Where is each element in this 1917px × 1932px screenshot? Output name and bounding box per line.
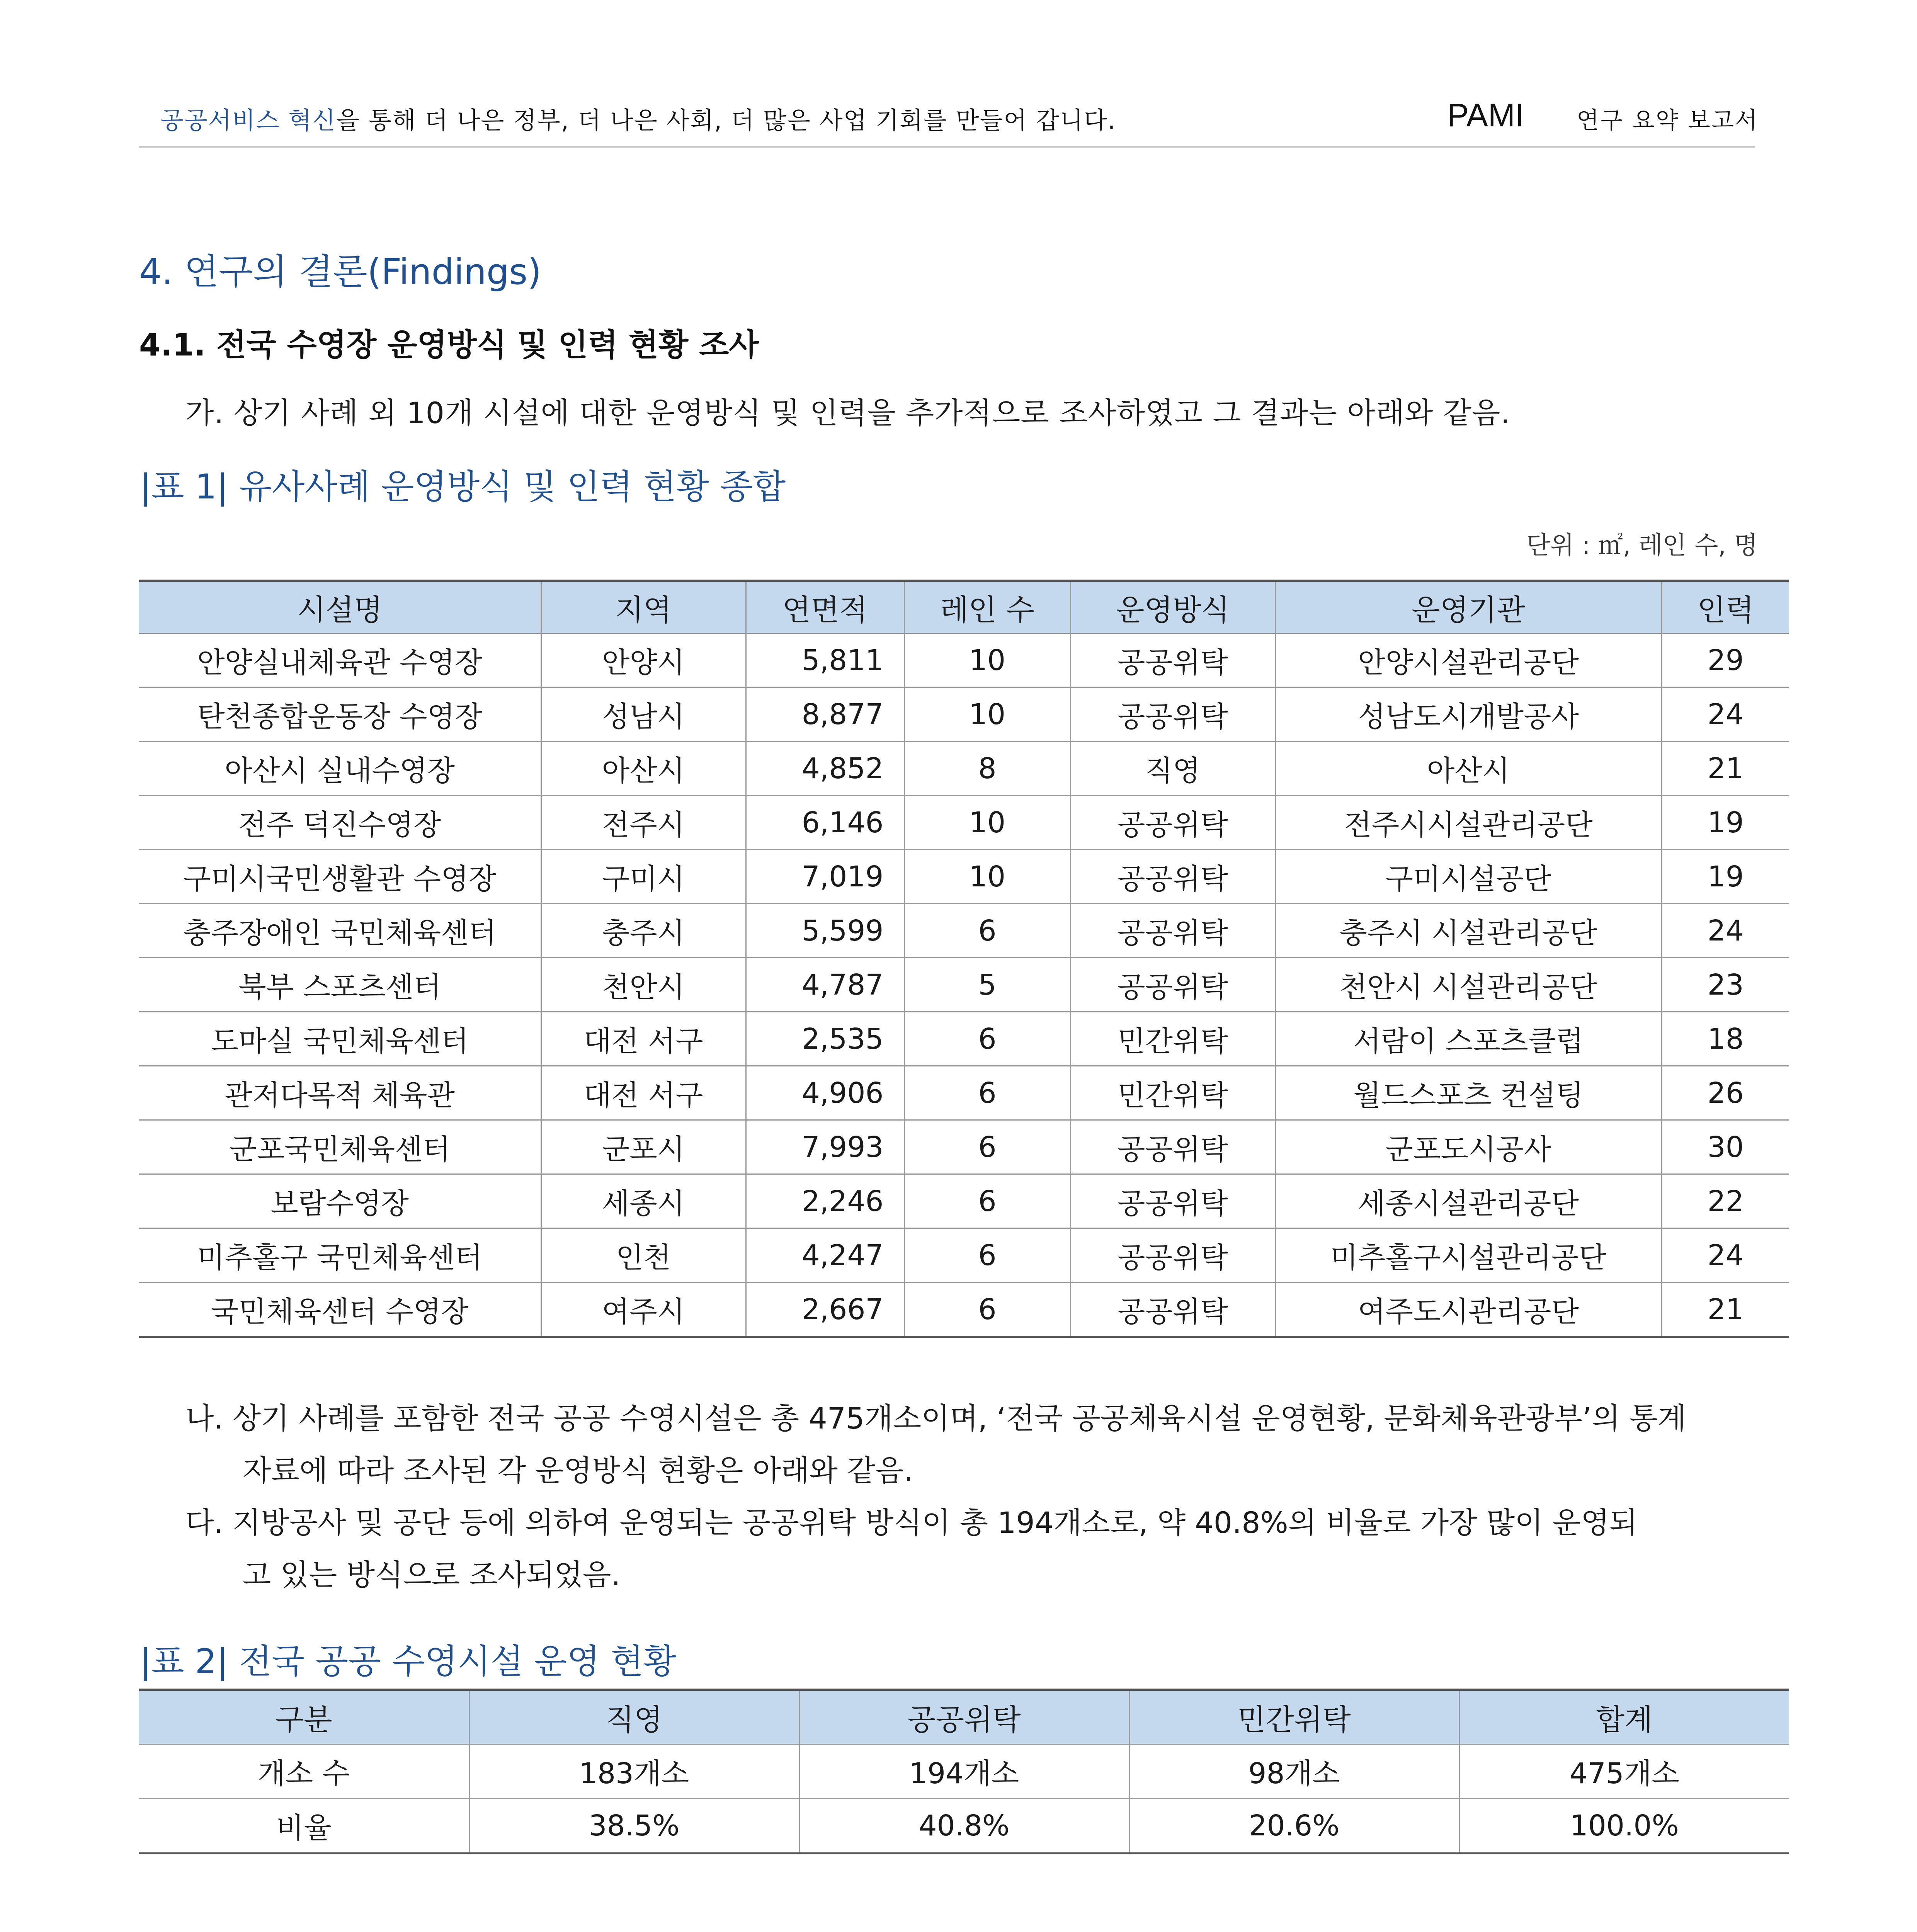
table1-cell: 군포국민체육센터 bbox=[139, 1120, 541, 1174]
table1-row bbox=[139, 1228, 1789, 1282]
table1-header-cell: 레인 수 bbox=[904, 581, 1070, 633]
table1-caption: |표 1| 유사사례 운영방식 및 인력 현황 종합 bbox=[140, 467, 786, 507]
table1-cell: 도마실 국민체육센터 bbox=[139, 1012, 541, 1066]
section-title: 4. 연구의 결론(Findings) bbox=[139, 251, 542, 293]
table1-row bbox=[139, 742, 1789, 796]
table1-row bbox=[139, 850, 1789, 904]
table1-cell: 5 bbox=[904, 958, 1070, 1012]
table1-cell: 2,246 bbox=[746, 1174, 904, 1228]
table2-cell: 475개소 bbox=[1459, 1744, 1789, 1799]
table1-cell: 4,906 bbox=[746, 1066, 904, 1120]
header-slogan-highlight: 공공서비스 혁신 bbox=[160, 106, 336, 134]
table1-cell: 대전 서구 bbox=[541, 1012, 746, 1066]
paragraph-da-line2: 고 있는 방식으로 조사되었음. bbox=[243, 1558, 621, 1592]
table2-header-cell: 합계 bbox=[1459, 1690, 1789, 1744]
table2-row bbox=[139, 1799, 1789, 1854]
table1-row bbox=[139, 1174, 1789, 1228]
table1-cell: 4,787 bbox=[746, 958, 904, 1012]
table1-unit: 단위 : ㎡, 레인 수, 명 bbox=[1526, 531, 1758, 560]
table1-header-cell: 운영기관 bbox=[1275, 581, 1662, 633]
table1-header-row bbox=[139, 581, 1789, 633]
table1-row bbox=[139, 1282, 1789, 1337]
table1-cell: 10 bbox=[904, 687, 1070, 742]
table1-cell: 공공위탁 bbox=[1070, 850, 1275, 904]
table1-cell: 안양시설관리공단 bbox=[1275, 633, 1662, 687]
table1-cell: 충주시 bbox=[541, 904, 746, 958]
table1-cell: 6 bbox=[904, 1174, 1070, 1228]
table1-header-cell: 인력 bbox=[1662, 581, 1789, 633]
table1-cell: 안양시 bbox=[541, 633, 746, 687]
table2-header-cell: 구분 bbox=[139, 1690, 469, 1744]
table1-cell: 서람이 스포츠클럽 bbox=[1275, 1012, 1662, 1066]
table1-cell: 세종시설관리공단 bbox=[1275, 1174, 1662, 1228]
table1-cell: 미추홀구 국민체육센터 bbox=[139, 1228, 541, 1282]
table1-cell: 10 bbox=[904, 850, 1070, 904]
table1-row bbox=[139, 1012, 1789, 1066]
table1-cell: 18 bbox=[1662, 1012, 1789, 1066]
table1-cell: 22 bbox=[1662, 1174, 1789, 1228]
table1-cell: 공공위탁 bbox=[1070, 633, 1275, 687]
table1-cell: 아산시 bbox=[541, 742, 746, 796]
table1-cell: 보람수영장 bbox=[139, 1174, 541, 1228]
table1-cell: 4,852 bbox=[746, 742, 904, 796]
table2-cell: 98개소 bbox=[1129, 1744, 1459, 1799]
table1-cell: 국민체육센터 수영장 bbox=[139, 1282, 541, 1337]
table1-row bbox=[139, 904, 1789, 958]
table1-cell: 인천 bbox=[541, 1228, 746, 1282]
table1-facilities bbox=[139, 580, 1789, 1338]
header-brand: PAMI bbox=[1447, 97, 1524, 133]
subsection-title: 4.1. 전국 수영장 운영방식 및 인력 현황 조사 bbox=[139, 327, 759, 363]
table1-row bbox=[139, 796, 1789, 850]
table2-body bbox=[139, 1744, 1789, 1854]
table1-row bbox=[139, 1066, 1789, 1120]
table2-cell: 38.5% bbox=[469, 1799, 799, 1854]
table1-cell: 24 bbox=[1662, 1228, 1789, 1282]
table1-cell: 전주 덕진수영장 bbox=[139, 796, 541, 850]
table1-cell: 관저다목적 체육관 bbox=[139, 1066, 541, 1120]
table1-cell: 21 bbox=[1662, 742, 1789, 796]
paragraph-na-line2: 자료에 따라 조사된 각 운영방식 현황은 아래와 같음. bbox=[243, 1453, 913, 1488]
table1-cell: 6 bbox=[904, 904, 1070, 958]
table1-cell: 6 bbox=[904, 1012, 1070, 1066]
table2-cell: 100.0% bbox=[1459, 1799, 1789, 1854]
table2-header-cell: 공공위탁 bbox=[799, 1690, 1129, 1744]
paragraph-na-line1: 나. 상기 사례를 포함한 전국 공공 수영시설은 총 475개소이며, ‘전국 공공체육시설 운영현황, 문화체육관광부’의 통계 bbox=[185, 1401, 1686, 1435]
table1-cell: 10 bbox=[904, 796, 1070, 850]
table1-cell: 공공위탁 bbox=[1070, 687, 1275, 742]
table1-cell: 군포도시공사 bbox=[1275, 1120, 1662, 1174]
table1-cell: 29 bbox=[1662, 633, 1789, 687]
table1-cell: 전주시 bbox=[541, 796, 746, 850]
table1-cell: 아산시 bbox=[1275, 742, 1662, 796]
table1-header-cell: 시설명 bbox=[139, 581, 541, 633]
table1-cell: 24 bbox=[1662, 904, 1789, 958]
table1-cell: 대전 서구 bbox=[541, 1066, 746, 1120]
table1-cell: 19 bbox=[1662, 850, 1789, 904]
table2-cell: 40.8% bbox=[799, 1799, 1129, 1854]
table1-cell: 성남시 bbox=[541, 687, 746, 742]
table1-cell: 군포시 bbox=[541, 1120, 746, 1174]
table1-cell: 월드스포츠 컨설팅 bbox=[1275, 1066, 1662, 1120]
header-divider bbox=[139, 146, 1755, 148]
table1-cell: 여주시 bbox=[541, 1282, 746, 1337]
table1-row bbox=[139, 687, 1789, 742]
table1-cell: 5,599 bbox=[746, 904, 904, 958]
table2-cell: 20.6% bbox=[1129, 1799, 1459, 1854]
table1-cell: 4,247 bbox=[746, 1228, 904, 1282]
table1-cell: 세종시 bbox=[541, 1174, 746, 1228]
table2-row bbox=[139, 1744, 1789, 1799]
table1-cell: 6 bbox=[904, 1282, 1070, 1337]
table1-cell: 안양실내체육관 수영장 bbox=[139, 633, 541, 687]
table1-cell: 24 bbox=[1662, 687, 1789, 742]
table1-cell: 26 bbox=[1662, 1066, 1789, 1120]
table1-cell: 충주장애인 국민체육센터 bbox=[139, 904, 541, 958]
table1-cell: 공공위탁 bbox=[1070, 1282, 1275, 1337]
table1-cell: 탄천종합운동장 수영장 bbox=[139, 687, 541, 742]
header-report-type: 연구 요약 보고서 bbox=[1577, 107, 1759, 134]
table1-cell: 전주시시설관리공단 bbox=[1275, 796, 1662, 850]
table1-cell: 공공위탁 bbox=[1070, 796, 1275, 850]
table1-body bbox=[139, 633, 1789, 1337]
table1-cell: 10 bbox=[904, 633, 1070, 687]
table2-header-cell: 민간위탁 bbox=[1129, 1690, 1459, 1744]
table2-header-cell: 직영 bbox=[469, 1690, 799, 1744]
table1-cell: 6 bbox=[904, 1228, 1070, 1282]
table1-header-cell: 운영방식 bbox=[1070, 581, 1275, 633]
table1-cell: 충주시 시설관리공단 bbox=[1275, 904, 1662, 958]
table2-header-row bbox=[139, 1690, 1789, 1744]
table1-cell: 6 bbox=[904, 1120, 1070, 1174]
header-slogan bbox=[160, 101, 1116, 136]
table1-cell: 5,811 bbox=[746, 633, 904, 687]
table1-row bbox=[139, 958, 1789, 1012]
table2-cell: 183개소 bbox=[469, 1744, 799, 1799]
table1-cell: 6,146 bbox=[746, 796, 904, 850]
table1-cell: 직영 bbox=[1070, 742, 1275, 796]
table1-header-cell: 연면적 bbox=[746, 581, 904, 633]
header-slogan-rest: 을 통해 더 나은 정부, 더 나은 사회, 더 많은 사업 기회를 만들어 갑니다. bbox=[336, 106, 1116, 134]
table2-caption: |표 2| 전국 공공 수영시설 운영 현황 bbox=[140, 1641, 677, 1681]
table1-cell: 30 bbox=[1662, 1120, 1789, 1174]
table1-cell: 여주도시관리공단 bbox=[1275, 1282, 1662, 1337]
table1-cell: 2,535 bbox=[746, 1012, 904, 1066]
table1-cell: 공공위탁 bbox=[1070, 1174, 1275, 1228]
table1-cell: 21 bbox=[1662, 1282, 1789, 1337]
table2-cell: 개소 수 bbox=[139, 1744, 469, 1799]
table1-cell: 성남도시개발공사 bbox=[1275, 687, 1662, 742]
table1-cell: 공공위탁 bbox=[1070, 1120, 1275, 1174]
table1-cell: 미추홀구시설관리공단 bbox=[1275, 1228, 1662, 1282]
table1-cell: 구미시설공단 bbox=[1275, 850, 1662, 904]
paragraph-ga: 가. 상기 사례 외 10개 시설에 대한 운영방식 및 인력을 추가적으로 조사하였고 그 결과는 아래와 같음. bbox=[185, 396, 1510, 430]
table1-cell: 2,667 bbox=[746, 1282, 904, 1337]
table1-cell: 8,877 bbox=[746, 687, 904, 742]
table1-cell: 6 bbox=[904, 1066, 1070, 1120]
table1-cell: 북부 스포츠센터 bbox=[139, 958, 541, 1012]
table1-cell: 공공위탁 bbox=[1070, 904, 1275, 958]
table1-cell: 민간위탁 bbox=[1070, 1066, 1275, 1120]
table1-cell: 천안시 시설관리공단 bbox=[1275, 958, 1662, 1012]
table1-cell: 공공위탁 bbox=[1070, 958, 1275, 1012]
table1-header-cell: 지역 bbox=[541, 581, 746, 633]
table1-cell: 19 bbox=[1662, 796, 1789, 850]
table1-row bbox=[139, 1120, 1789, 1174]
table2-operation-status bbox=[139, 1689, 1789, 1854]
table1-row bbox=[139, 633, 1789, 687]
table1-cell: 아산시 실내수영장 bbox=[139, 742, 541, 796]
table1-cell: 7,993 bbox=[746, 1120, 904, 1174]
table1-cell: 구미시국민생활관 수영장 bbox=[139, 850, 541, 904]
paragraph-da-line1: 다. 지방공사 및 공단 등에 의하여 운영되는 공공위탁 방식이 총 194개소로, 약 40.8%의 비율로 가장 많이 운영되 bbox=[185, 1505, 1638, 1540]
table2-cell: 194개소 bbox=[799, 1744, 1129, 1799]
table1-cell: 민간위탁 bbox=[1070, 1012, 1275, 1066]
table1-cell: 천안시 bbox=[541, 958, 746, 1012]
table1-cell: 7,019 bbox=[746, 850, 904, 904]
table1-cell: 8 bbox=[904, 742, 1070, 796]
table1-cell: 공공위탁 bbox=[1070, 1228, 1275, 1282]
table1-cell: 23 bbox=[1662, 958, 1789, 1012]
table2-cell: 비율 bbox=[139, 1799, 469, 1854]
table1-cell: 구미시 bbox=[541, 850, 746, 904]
